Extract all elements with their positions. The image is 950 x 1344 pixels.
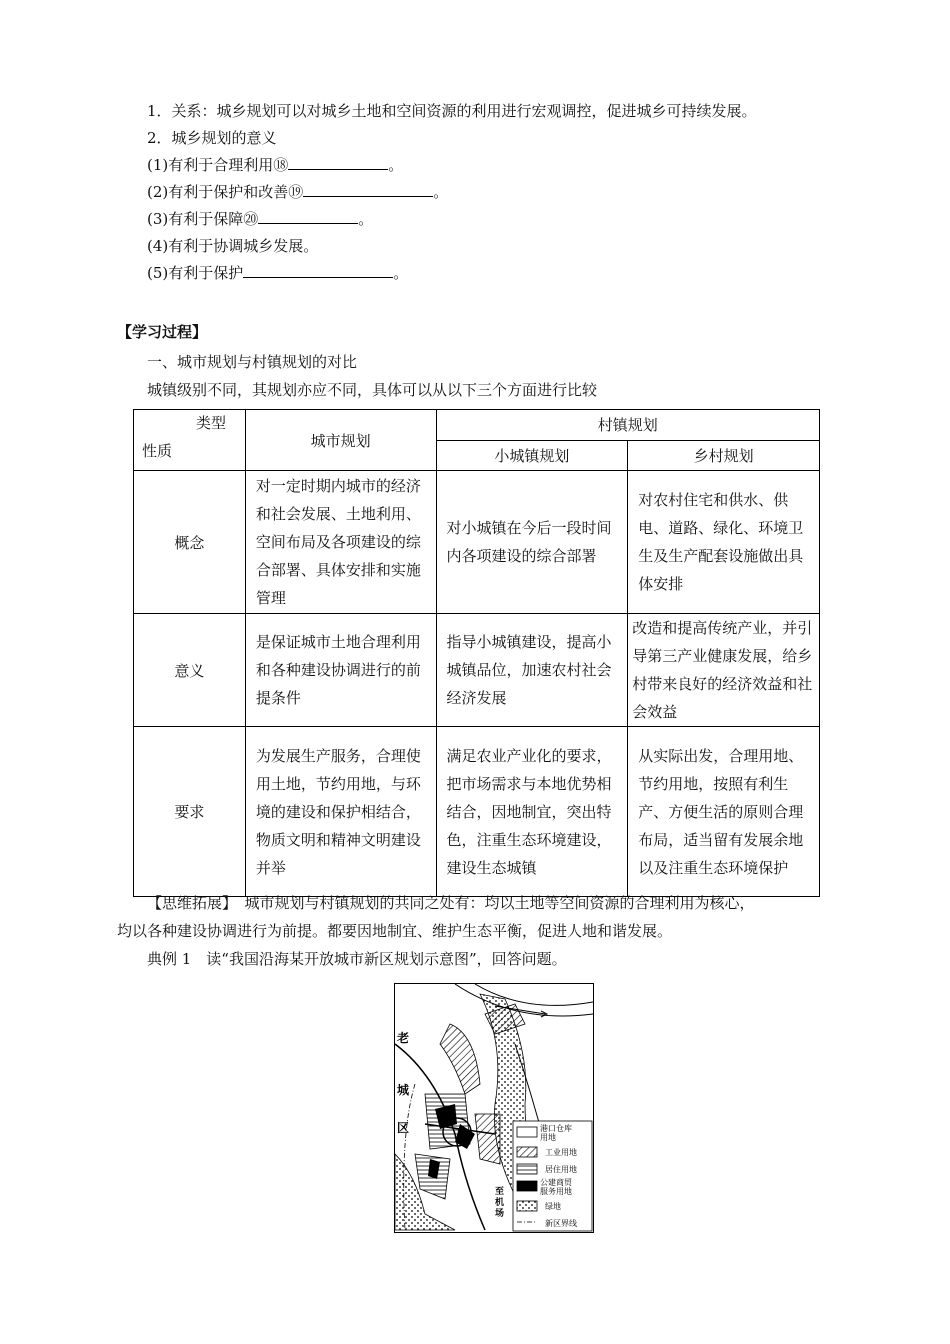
legend-port-swatch	[517, 1127, 537, 1137]
comparison-table	[133, 409, 820, 897]
fill-blank[interactable]	[303, 182, 433, 197]
airport-char-1: 至	[495, 1187, 505, 1197]
requirement-rural: 从实际出发，合理用地、节约用地，按照有利生产、方便生活的原则合理布局，适当留有发展余地以及注重生态环境保护	[628, 727, 820, 897]
legend-port-label: 港口仓库	[540, 1124, 572, 1133]
new-district-map	[394, 983, 594, 1233]
extension-label: 【思维拓展】	[147, 894, 230, 912]
corner-type-label: 类型	[196, 414, 227, 432]
legend-residential-label: 居住用地	[545, 1165, 577, 1174]
corner-property-label: 性质	[142, 442, 173, 460]
old-city-char-1: 老	[397, 1031, 410, 1045]
airport-char-3: 场	[495, 1209, 505, 1219]
significance-item-3: (3)有利于保障⑳ 。	[147, 210, 374, 228]
significance-heading: 2．城乡规划的意义	[147, 129, 277, 147]
old-city-char-2: 城	[397, 1083, 410, 1097]
legend-port-label-2: 用地	[540, 1133, 556, 1142]
fill-blank[interactable]	[258, 209, 358, 224]
legend-residential-swatch	[517, 1164, 537, 1174]
row-label-meaning: 意义	[134, 614, 246, 727]
header-rural: 乡村规划	[628, 440, 820, 471]
sub-heading: 一、城市规划与村镇规划的对比	[147, 353, 358, 371]
old-city-char-3: 区	[397, 1121, 410, 1135]
legend-industry-label: 工业用地	[545, 1148, 577, 1157]
extension-line-1: 【思维拓展】 城市规划与村镇规划的共同之处有：均以土地等空间资源的合理利用为核心，	[147, 894, 755, 912]
section-title: 【学习过程】	[117, 323, 208, 341]
relation-line: 1．关系：城乡规划可以对城乡土地和空间资源的利用进行宏观调控，促进城乡可持续发展。	[147, 102, 757, 120]
significance-item-1: (1)有利于合理利用⑱ 。	[147, 156, 404, 174]
airport-char-2: 机	[495, 1198, 505, 1208]
requirement-city: 为发展生产服务，合理使用土地，节约用地，与环境的建设和保护相结合，物质文明和精神文明建设并举	[245, 727, 436, 897]
row-label-concept: 概念	[134, 471, 246, 614]
significance-item-5: (5)有利于保护 。	[147, 264, 409, 282]
sub-intro: 城镇级别不同，其规划亦应不同，具体可以从以下三个方面进行比较	[147, 381, 598, 399]
concept-rural: 对农村住宅和供水、供电、道路、绿化、环境卫生及生产配套设施做出具体安排	[628, 471, 820, 614]
header-village: 村镇规划	[436, 410, 819, 441]
concept-town: 对小城镇在今后一段时间内各项建设的综合部署	[436, 471, 628, 614]
requirement-town: 满足农业产业化的要求，把市场需求与本地优势相结合，因地制宜，突出特色，注重生态环境建设，建设生态城镇	[436, 727, 628, 897]
legend-boundary-label: 新区界线	[545, 1219, 577, 1228]
legend-commercial-label: 公建商贸	[540, 1178, 572, 1187]
meaning-rural: 改造和提高传统产业，并引导第三产业健康发展，给乡村带来良好的经济效益和社会效益	[628, 614, 820, 727]
legend-commercial-label-2: 服务用地	[540, 1187, 572, 1196]
fill-blank[interactable]	[243, 263, 393, 278]
corner-header	[134, 410, 246, 471]
significance-item-2: (2)有利于保护和改善⑲ 。	[147, 183, 449, 201]
header-city: 城市规划	[245, 410, 436, 471]
significance-item-4: (4)有利于协调城乡发展。	[147, 237, 319, 255]
example-line: 典例 1 读“我国沿海某开放城市新区规划示意图”，回答问题。	[147, 950, 567, 968]
meaning-town: 指导小城镇建设，提高小城镇品位，加速农村社会经济发展	[436, 614, 628, 727]
meaning-city: 是保证城市土地合理利用和各种建设协调进行的前提条件	[245, 614, 436, 727]
fill-blank[interactable]	[288, 155, 388, 170]
extension-line-2: 均以各种建设协调进行为前提。都要因地制宜、维护生态平衡，促进人地和谐发展。	[117, 922, 673, 940]
legend-industry-swatch	[517, 1147, 537, 1157]
header-small-town: 小城镇规划	[436, 440, 628, 471]
map-drawing	[395, 984, 593, 1232]
concept-city: 对一定时期内城市的经济和社会发展、土地利用、空间布局及各项建设的综合部署、具体安排和实施管理	[245, 471, 436, 614]
legend-green-label: 绿地	[545, 1202, 561, 1211]
row-label-requirement: 要求	[134, 727, 246, 897]
legend-green-swatch	[517, 1201, 537, 1211]
legend-commercial-swatch	[517, 1181, 537, 1191]
